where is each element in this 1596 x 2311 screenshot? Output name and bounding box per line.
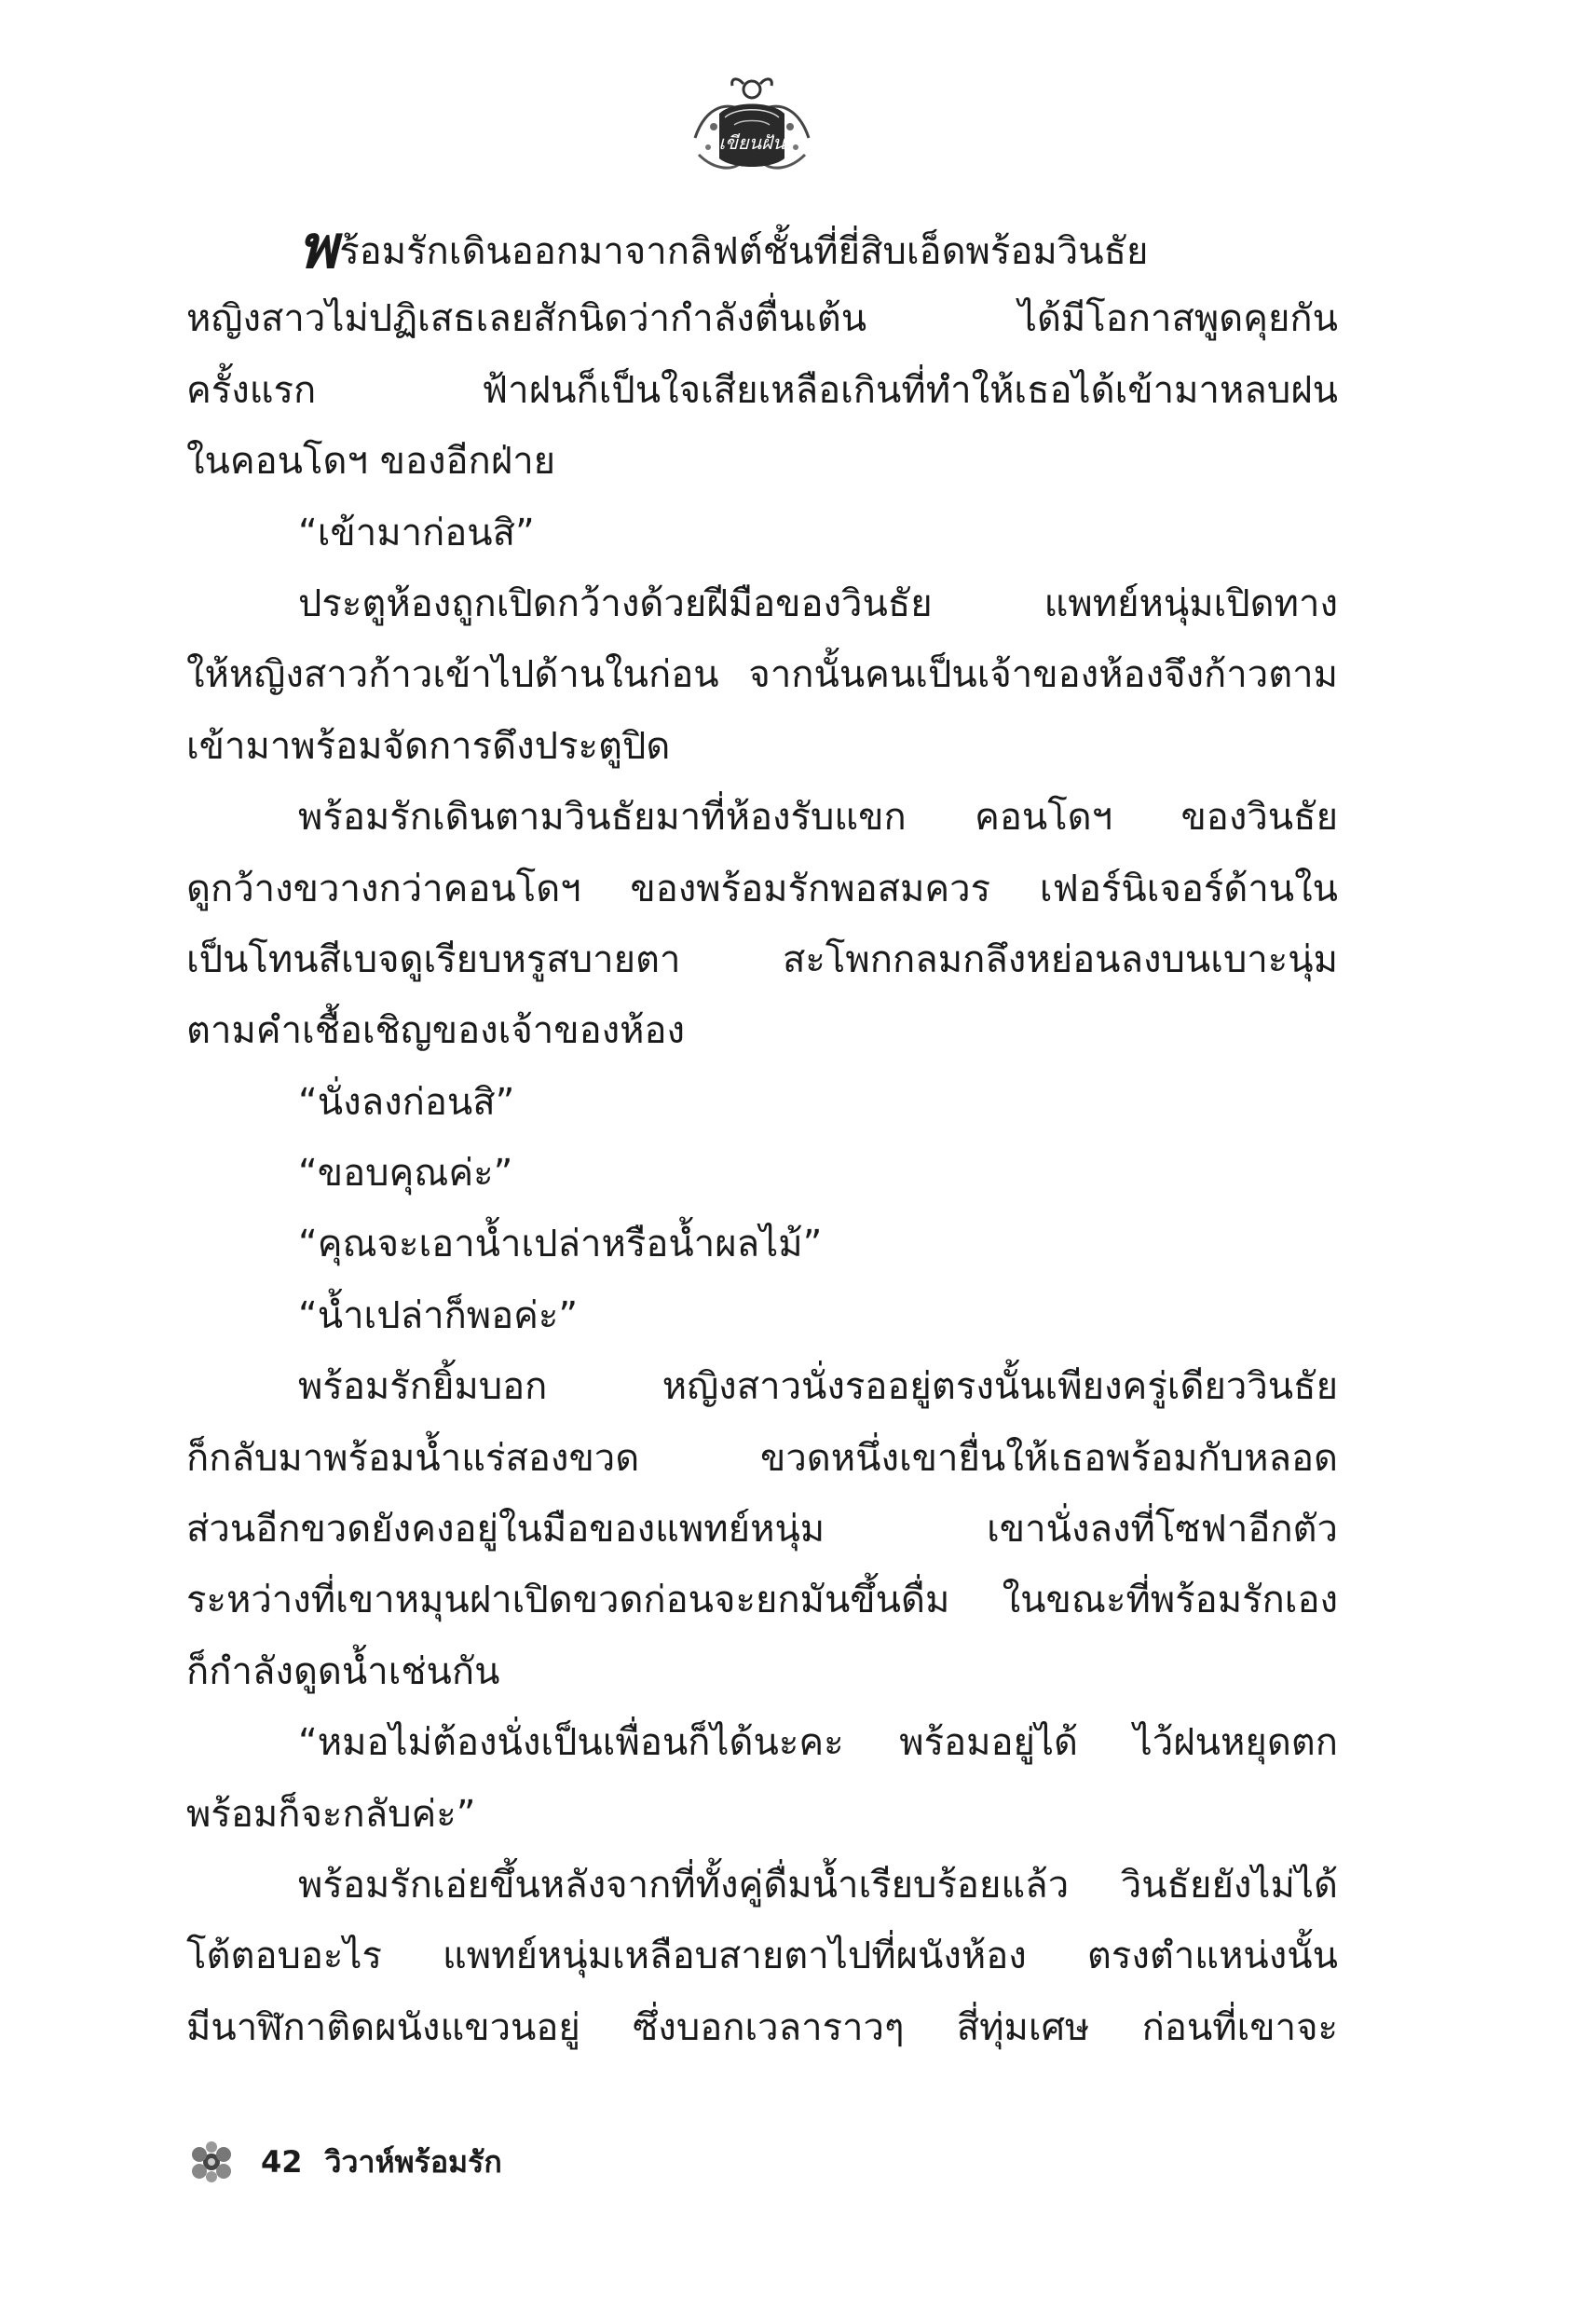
drop-cap: พ: [298, 212, 340, 282]
dialogue-line: “น้ำเปล่าก็พอค่ะ”: [298, 1293, 579, 1337]
dialogue-line: “ขอบคุณค่ะ”: [298, 1152, 513, 1196]
paragraph-line: หญิงสาวไม่ปฏิเสธเลยสักนิดว่ากำลังตื่นเต้น ได้มีโอกาสพูดคุยกัน: [186, 297, 1338, 341]
paragraph-line: พร้อมรักยิ้มบอก หญิงสาวนั่งรออยู่ตรงนั้นเพียงครู่เดียววินธัย: [298, 1365, 1338, 1409]
dialogue-line: “หมอไม่ต้องนั่งเป็นเพื่อนก็ได้นะคะ พร้อมอยู่ได้ ไว้ฝนหยุดตก: [298, 1721, 1338, 1765]
paragraph-line: ดูกว้างขวางกว่าคอนโดฯ ของพร้อมรักพอสมควร เฟอร์นิเจอร์ด้านใน: [186, 867, 1338, 910]
paragraph-line: ในคอนโดฯ ของอีกฝ่าย: [186, 440, 556, 484]
dialogue-line: “นั่งลงก่อนสิ”: [298, 1080, 515, 1124]
dialogue-line: พร้อมก็จะกลับค่ะ”: [186, 1792, 476, 1836]
paragraph-line: มีนาฬิกาติดผนังแขวนอยู่ ซึ่งบอกเวลาราวๆ สี่ทุ่มเศษ ก่อนที่เขาจะ: [186, 2005, 1338, 2049]
paragraph-line: ส่วนอีกขวดยังคงอยู่ในมือของแพทย์หนุ่ม เขานั่งลงที่โซฟาอีกตัว: [186, 1508, 1338, 1552]
flower-ornament-icon: [186, 2140, 237, 2184]
paragraph-line: พร้อมรักเอ่ยขึ้นหลังจากที่ทั้งคู่ดื่มน้ำเรียบร้อยแล้ว วินธัยยังไม่ได้: [298, 1863, 1338, 1907]
page-number: 42: [261, 2144, 303, 2180]
paragraph-line: พร้อมรักเดินออกมาจากลิฟต์ชั้นที่ยี่สิบเอ็ดพร้อมวินธัย: [298, 212, 1149, 282]
flourish-crest-icon: [695, 79, 809, 168]
book-title: วิวาห์พร้อมรัก: [324, 2143, 502, 2180]
header-emblem: [686, 73, 818, 177]
paragraph-line: ตามคำเชื้อเชิญของเจ้าของห้อง: [186, 1009, 686, 1053]
paragraph-line: ระหว่างที่เขาหมุนฝาเปิดขวดก่อนจะยกมันขึ้นดื่ม ในขณะที่พร้อมรักเอง: [186, 1579, 1338, 1622]
body-text: [186, 212, 1338, 2063]
dialogue-line: “เข้ามาก่อนสิ”: [298, 511, 535, 554]
paragraph-line: ครั้งแรก ฟ้าฝนก็เป็นใจเสียเหลือเกินที่ทำให้เธอได้เข้ามาหลบฝน: [186, 368, 1338, 412]
paragraph-line: โต้ตอบอะไร แพทย์หนุ่มเหลือบสายตาไปที่ผนังห้อง ตรงตำแหน่งนั้น: [186, 1935, 1338, 1978]
paragraph-line: ประตูห้องถูกเปิดกว้างด้วยฝีมือของวินธัย แพทย์หนุ่มเปิดทาง: [298, 581, 1338, 625]
paragraph-line: ก็กำลังดูดน้ำเช่นกัน: [186, 1649, 500, 1693]
emblem-label: เขียนฝัน: [718, 131, 785, 154]
dialogue-line: “คุณจะเอาน้ำเปล่าหรือน้ำผลไม้”: [298, 1223, 823, 1266]
paragraph-line: เป็นโทนสีเบจดูเรียบหรูสบายตา สะโพกกลมกลึงหย่อนลงบนเบาะนุ่ม: [186, 937, 1338, 981]
page-footer: [186, 2140, 502, 2184]
paragraph-line: ให้หญิงสาวก้าวเข้าไปด้านในก่อน จากนั้นคนเป็นเจ้าของห้องจึงก้าวตาม: [186, 653, 1338, 697]
paragraph-line: พร้อมรักเดินตามวินธัยมาที่ห้องรับแขก คอนโดฯ ของวินธัย: [298, 796, 1338, 840]
paragraph-line: เข้ามาพร้อมจัดการดึงประตูปิด: [186, 724, 671, 768]
paragraph-line: ก็กลับมาพร้อมน้ำแร่สองขวด ขวดหนึ่งเขายื่นให้เธอพร้อมกับหลอด: [186, 1436, 1338, 1480]
